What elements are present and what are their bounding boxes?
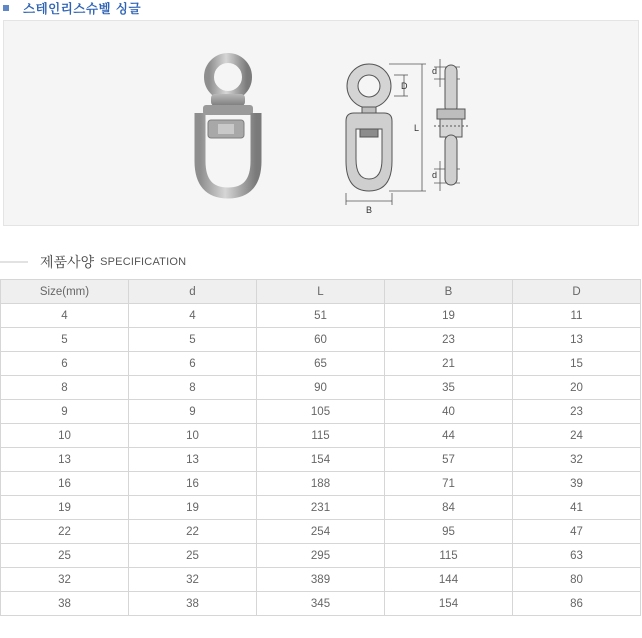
cell-L: 60	[257, 328, 385, 352]
table-row	[1, 592, 641, 616]
col-header-L: L	[257, 280, 385, 304]
dim-label-d-bottom: d	[432, 170, 438, 180]
table-row	[1, 496, 641, 520]
cell-L: 51	[257, 304, 385, 328]
cell-L: 115	[257, 424, 385, 448]
cell-B: 144	[385, 568, 513, 592]
cell-B: 71	[385, 472, 513, 496]
dim-label-L: L	[414, 123, 420, 133]
cell-B: 44	[385, 424, 513, 448]
cell-d: 25	[129, 544, 257, 568]
swivel-front-drawing	[346, 64, 392, 191]
cell-d: 16	[129, 472, 257, 496]
dim-label-B: B	[366, 205, 373, 215]
cell-L: 65	[257, 352, 385, 376]
cell-B: 19	[385, 304, 513, 328]
cell-D: 63	[513, 544, 641, 568]
cell-L: 188	[257, 472, 385, 496]
cell-B: 115	[385, 544, 513, 568]
cell-L: 154	[257, 448, 385, 472]
dim-label-d-top: d	[432, 66, 438, 76]
title-bullet-icon	[3, 5, 9, 11]
cell-D: 39	[513, 472, 641, 496]
table-row	[1, 520, 641, 544]
cell-size: 10	[1, 424, 129, 448]
cell-size: 9	[1, 400, 129, 424]
spec-table	[0, 279, 641, 616]
page-title: 스테인리스슈벨 싱글	[23, 1, 142, 16]
page-header	[3, 0, 141, 16]
cell-d: 9	[129, 400, 257, 424]
table-row	[1, 400, 641, 424]
cell-size: 22	[1, 520, 129, 544]
cell-D: 80	[513, 568, 641, 592]
cell-L: 105	[257, 400, 385, 424]
cell-size: 16	[1, 472, 129, 496]
cell-d: 22	[129, 520, 257, 544]
table-row	[1, 304, 641, 328]
cell-d: 6	[129, 352, 257, 376]
cell-size: 4	[1, 304, 129, 328]
table-row	[1, 376, 641, 400]
cell-D: 47	[513, 520, 641, 544]
cell-B: 95	[385, 520, 513, 544]
cell-D: 23	[513, 400, 641, 424]
cell-D: 15	[513, 352, 641, 376]
cell-D: 41	[513, 496, 641, 520]
cell-D: 32	[513, 448, 641, 472]
table-row	[1, 352, 641, 376]
cell-d: 19	[129, 496, 257, 520]
cell-B: 40	[385, 400, 513, 424]
cell-size: 13	[1, 448, 129, 472]
cell-d: 10	[129, 424, 257, 448]
cell-L: 90	[257, 376, 385, 400]
cell-D: 11	[513, 304, 641, 328]
cell-L: 345	[257, 592, 385, 616]
product-image-panel	[3, 20, 639, 226]
cell-d: 4	[129, 304, 257, 328]
cell-L: 231	[257, 496, 385, 520]
table-row	[1, 448, 641, 472]
cell-L: 254	[257, 520, 385, 544]
table-row	[1, 568, 641, 592]
cell-B: 84	[385, 496, 513, 520]
col-header-size: Size(mm)	[1, 280, 129, 304]
cell-D: 86	[513, 592, 641, 616]
cell-size: 25	[1, 544, 129, 568]
swivel-photo	[200, 58, 256, 193]
swivel-side-drawing	[434, 65, 468, 185]
cell-size: 19	[1, 496, 129, 520]
cell-B: 154	[385, 592, 513, 616]
cell-B: 57	[385, 448, 513, 472]
cell-size: 8	[1, 376, 129, 400]
cell-d: 32	[129, 568, 257, 592]
spec-section-header	[0, 252, 186, 272]
cell-L: 389	[257, 568, 385, 592]
cell-d: 13	[129, 448, 257, 472]
cell-B: 23	[385, 328, 513, 352]
cell-size: 32	[1, 568, 129, 592]
table-row	[1, 544, 641, 568]
dim-label-D: D	[401, 81, 408, 91]
table-row	[1, 328, 641, 352]
table-row	[1, 424, 641, 448]
cell-d: 8	[129, 376, 257, 400]
cell-d: 5	[129, 328, 257, 352]
table-row	[1, 472, 641, 496]
cell-L: 295	[257, 544, 385, 568]
spec-table-header-row	[1, 280, 641, 304]
spec-subtitle: SPECIFICATION	[100, 256, 187, 268]
cell-D: 20	[513, 376, 641, 400]
spec-title: 제품사양	[40, 255, 95, 271]
cell-size: 38	[1, 592, 129, 616]
product-illustration	[4, 21, 638, 225]
cell-B: 21	[385, 352, 513, 376]
cell-d: 38	[129, 592, 257, 616]
cell-size: 5	[1, 328, 129, 352]
cell-size: 6	[1, 352, 129, 376]
col-header-D: D	[513, 280, 641, 304]
cell-B: 35	[385, 376, 513, 400]
col-header-B: B	[385, 280, 513, 304]
spec-divider	[0, 261, 28, 263]
cell-D: 24	[513, 424, 641, 448]
col-header-d: d	[129, 280, 257, 304]
cell-D: 13	[513, 328, 641, 352]
